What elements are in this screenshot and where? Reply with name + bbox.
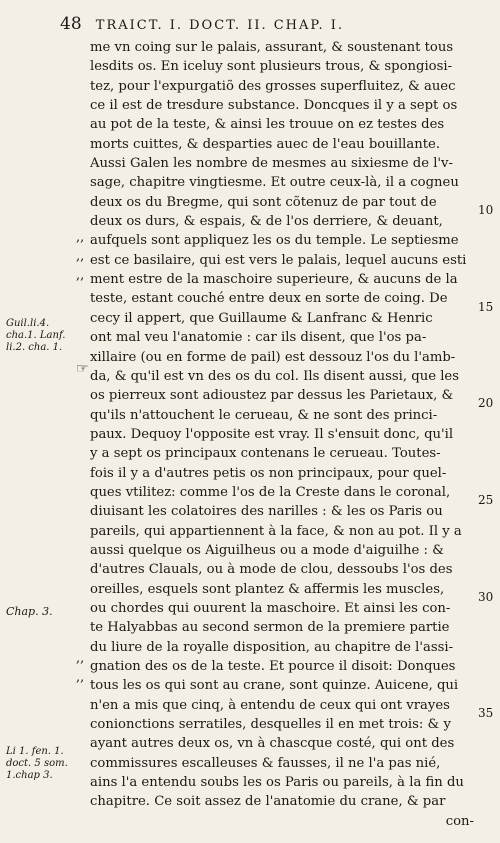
margin-note-line: li.2. cha. 1. [6,342,63,353]
text-line: oreilles, esquels sont plantez & affermis les muscles, [90,581,445,597]
text-line: est ce basilaire, qui est vers le palais, lequel aucuns esti [90,252,467,268]
body-text [90,38,474,831]
text-line: ques vtilitez: comme l'os de la Creste dans le coronal, [90,484,451,500]
quote-mark: ,, [76,230,85,245]
text-line: paux. Dequoy l'opposite est vray. Il s'ensuit donc, qu'il [90,426,454,442]
text-line: me vn coing sur le palais, assurant, & soustenant tous [90,40,454,55]
text-line: tez, pour l'expurgatiõ des grosses superfluitez, & auec [90,78,456,94]
text-line: teste, estant couché entre deux en sorte de coing. De [90,291,448,307]
text-line: morts cuittes, & desparties auec de l'eau bouillante. [90,136,441,152]
line-number: 30 [478,590,494,604]
margin-note-avicenne [6,746,88,782]
quote-mark: ,, [76,651,85,666]
text-line: chapitre. Ce soit assez de l'anatomie du crane, & par [90,794,446,810]
text-line: tous les os qui sont au crane, sont quinze. Auicene, qui [90,678,459,694]
margin-note-chapter: Chap. 3. [6,605,53,618]
quote-mark: ,, [76,670,85,685]
text-line: te Halyabbas au second sermon de la premiere partie [90,620,450,636]
margin-note-line: Li 1. fen. 1. [6,746,64,757]
text-line: ment estre de la maschoire superieure, & aucuns de la [90,272,458,288]
text-line: gnation des os de la teste. Et pource il disoit: Donques [90,659,456,674]
line-number: 15 [478,300,494,314]
text-line: xillaire (ou en forme de pail) est dessouz l'os du l'amb- [90,349,456,365]
text-line: ains l'a entendu soubs les os Paris ou pareils, à la fin du [90,775,464,791]
text-line: qu'ils n'attouchent le cerueau, & ne sont des princi- [90,407,438,423]
text-line: fois il y a d'autres petis os non principaux, pour quel- [90,465,447,481]
text-line: y a sept os principaux contenans le cerueau. Toutes- [90,446,441,462]
text-line: aussi quelque os Aiguilheus ou a mode d'aiguilhe : & [90,542,444,558]
text-line: au pot de la teste, & ainsi les trouue on ez testes des [90,117,445,133]
text-line: commissures escalleuses & fausses, il ne l'a pas nié, [90,755,441,771]
text-line: ou chordes qui ouurent la maschoire. Et ainsi les con- [90,600,451,616]
line-number: 20 [478,396,494,410]
line-number: 35 [478,706,494,720]
text-line: deux os durs, & espais, & de l'os derriere, & deuant, [90,214,443,230]
line-number: 25 [478,493,494,507]
text-line: ce il est de tresdure substance. Doncques il y a sept os [90,98,458,114]
text-line: con- [445,813,474,829]
manicule-icon: ☞ [76,361,89,377]
margin-note-guillaume [6,318,88,354]
running-title: TRAICT. I. DOCT. II. CHAP. I. [95,18,345,33]
line-number: 10 [478,203,494,217]
text-line: ayant autres deux os, vn à chascque costé, qui ont des [90,736,455,752]
margin-note-line: Guil.li.4. [6,318,50,329]
text-line: diuisant les colatoires des narilles : & les os Paris ou [90,504,443,520]
text-line: d'autres Clauals, ou à mode de clou, dessoubs l'os des [90,562,453,578]
text-line: Aussi Galen les nombre de mesmes au sixiesme de l'v- [90,156,453,172]
text-line: os pierreux sont adioustez par dessus les Parietaux, & [90,388,454,404]
running-header [60,14,490,36]
text-line: da, & qu'il est vn des os du col. Ils disent aussi, que les [90,368,459,384]
text-line: cecy il appert, que Guillaume & Lanfranc & Henric [90,310,433,326]
text-line: lesdits os. En iceluy sont plusieurs trous, & spongiosi- [90,59,453,75]
quote-mark: ,, [76,249,85,264]
text-line: du liure de la royalle disposition, au chapitre de l'assi- [90,639,454,655]
text-line: pareils, qui appartiennent à la face, & non au pot. Il y a [90,523,462,539]
page-number: 48 [60,14,82,34]
margin-note-line: doct. 5 som. [6,758,68,769]
text-line: n'en a mis que cinq, à entendu de ceux qui ont vrayes [90,697,450,713]
text-line: conionctions serratiles, desquelles il en met trois: & y [90,717,451,733]
text-line: ont mal veu l'anatomie : car ils disent, que l'os pa- [90,330,427,346]
quote-mark: ,, [76,268,85,283]
margin-note-line: 1.chap 3. [6,770,53,781]
margin-note-line: cha.1. Lanf. [6,330,66,341]
text-line: aufquels sont appliquez les os du temple. Le septiesme [90,233,459,249]
text-line: deux os du Bregme, qui sont cõtenuz de par tout de [90,194,437,210]
text-line: sage, chapitre vingtiesme. Et outre ceux-là, il a cogneu [90,175,459,191]
